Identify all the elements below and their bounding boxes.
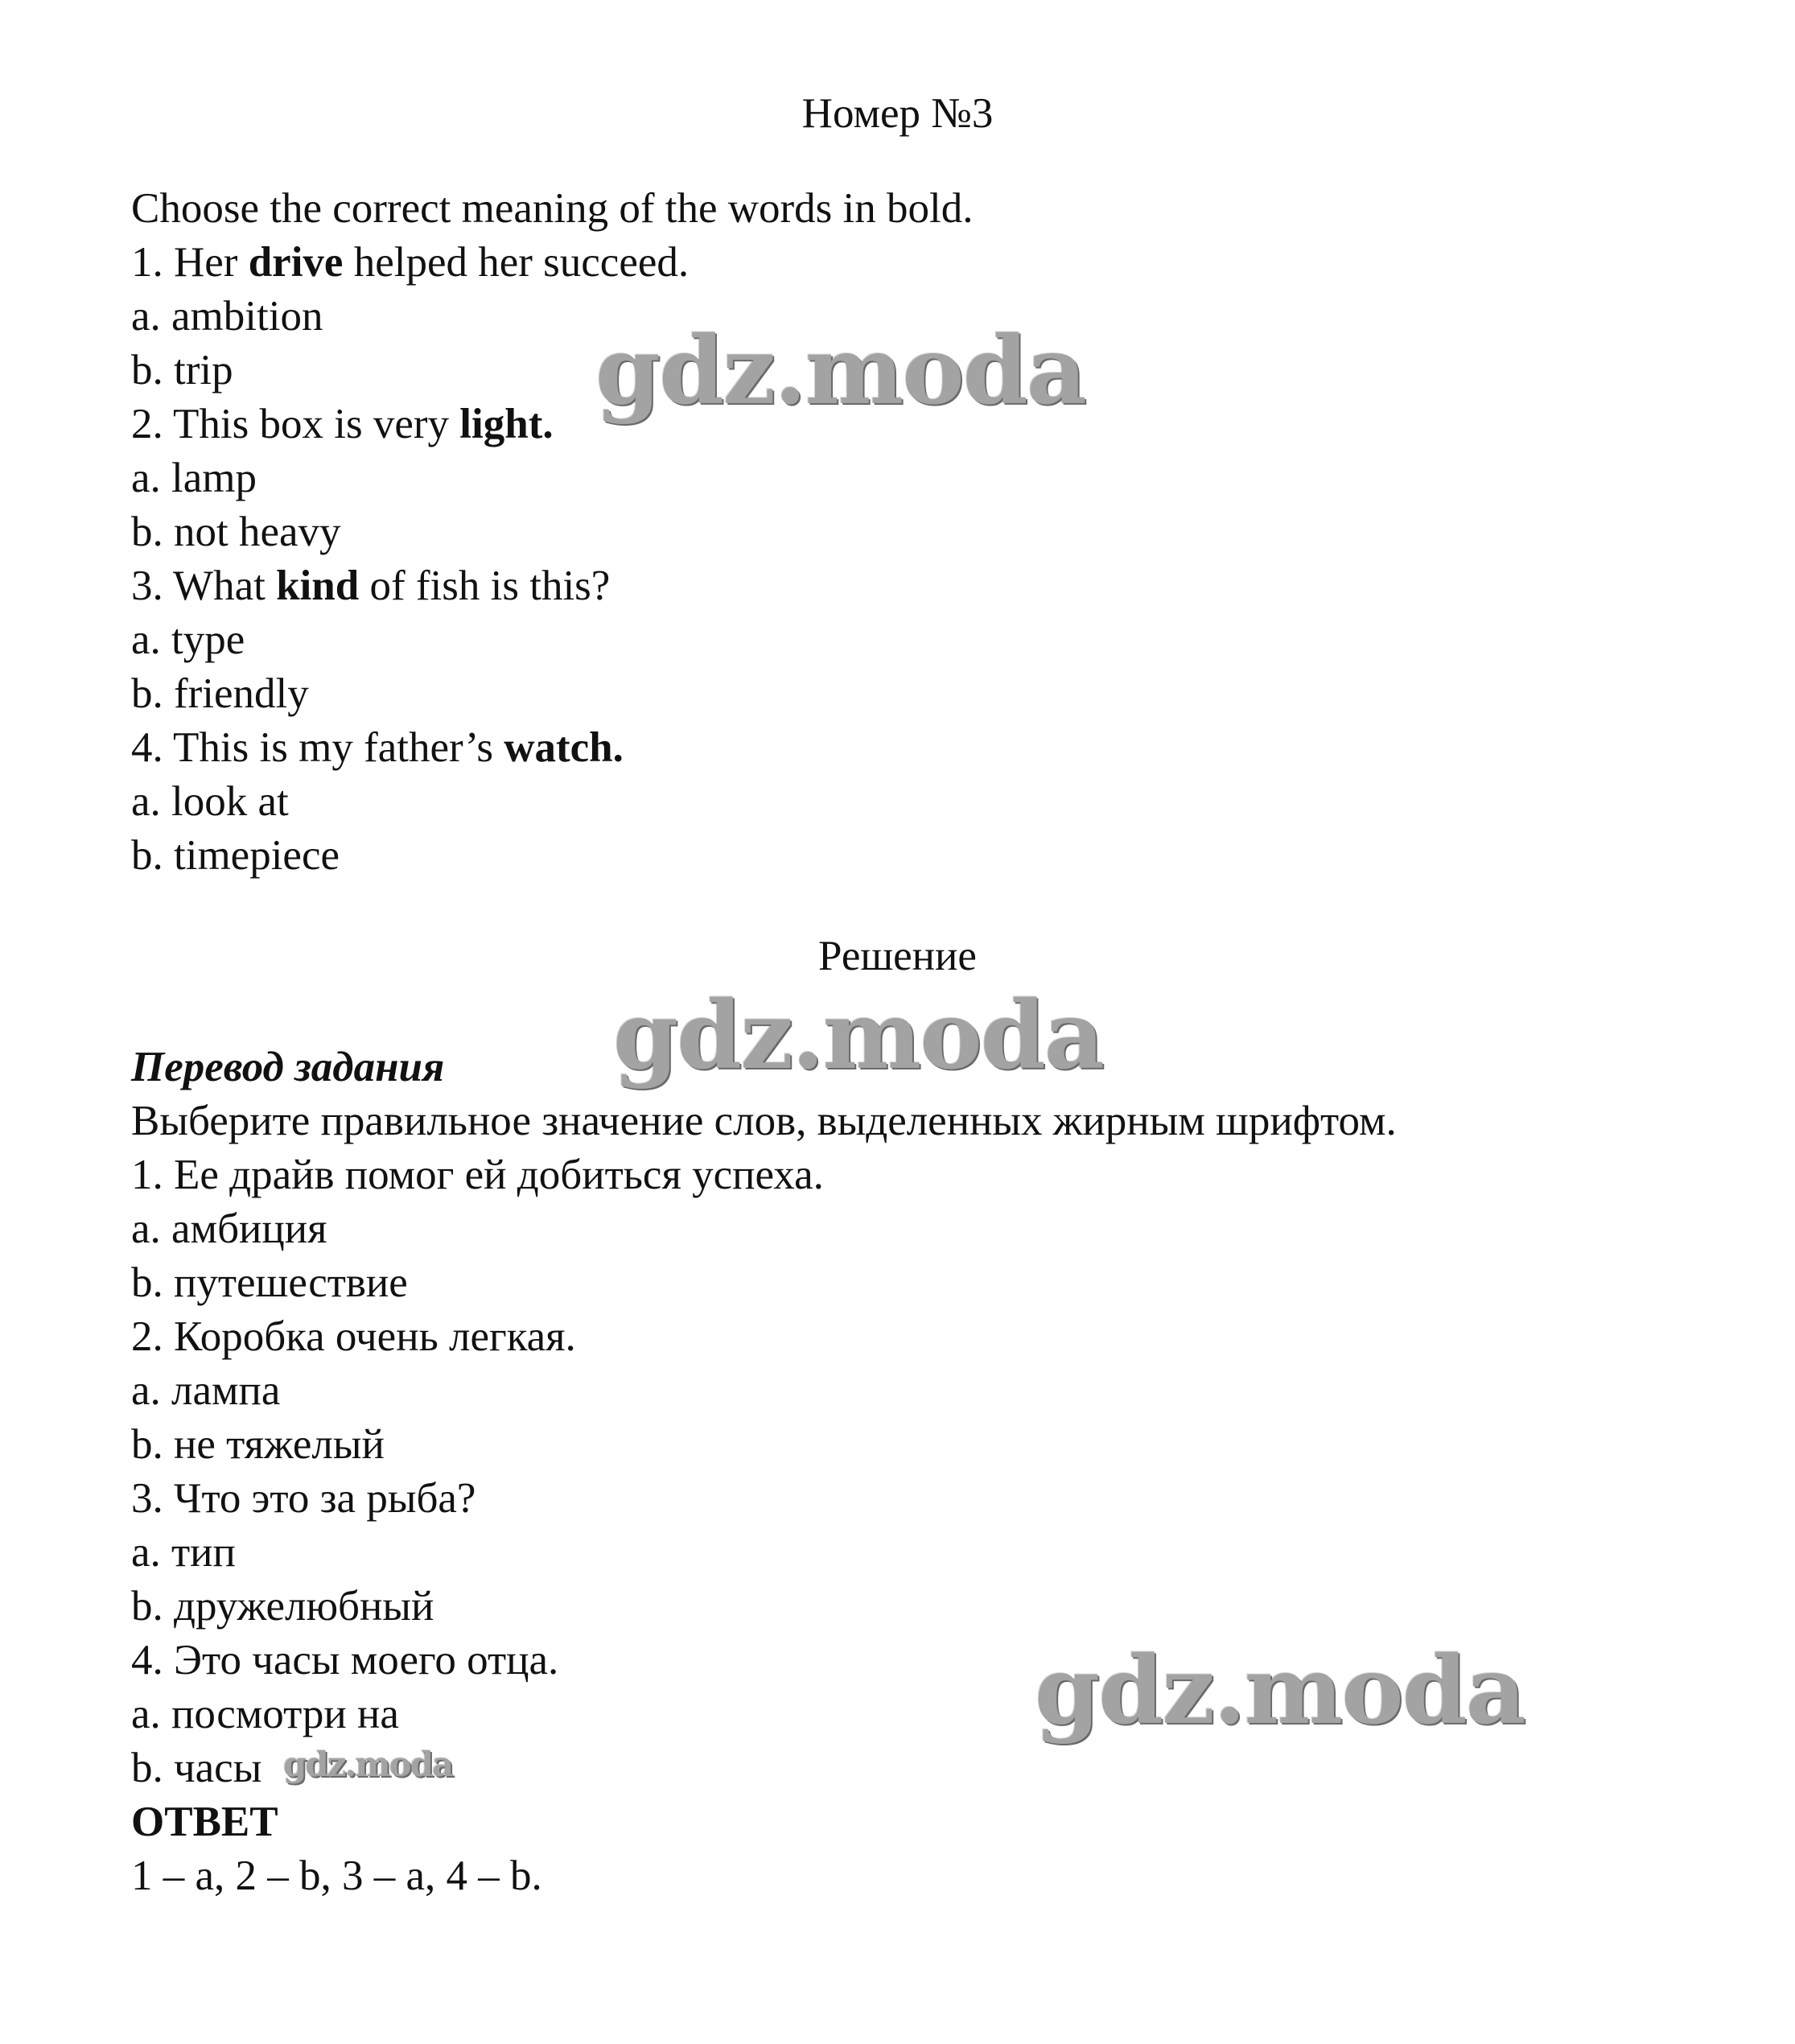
translation-line: 2. Коробка очень легкая. bbox=[131, 1313, 576, 1360]
translation-line: b. часы bbox=[131, 1745, 262, 1791]
translation-line: a. амбиция bbox=[131, 1205, 327, 1252]
question-1-option-b: b. trip bbox=[131, 347, 233, 394]
translation-instruction: Выберите правильное значение слов, выделенных жирным шрифтом. bbox=[131, 1098, 1397, 1144]
question-1-bold-word: drive bbox=[248, 239, 344, 286]
question-3-option-a: a. type bbox=[131, 616, 245, 663]
translation-line: 1. Ее драйв помог ей добиться успеха. bbox=[131, 1152, 824, 1198]
question-4-pre: 4. This is my father’s bbox=[131, 724, 504, 771]
translation-line: 3. Что это за рыба? bbox=[131, 1475, 476, 1522]
translation-line: b. путешествие bbox=[131, 1259, 408, 1306]
question-3-post: of fish is this? bbox=[359, 563, 611, 609]
translation-line: a. тип bbox=[131, 1529, 236, 1576]
watermark-logo: gdz.moda bbox=[1035, 1636, 1525, 1745]
translation-line: a. посмотри на bbox=[131, 1691, 399, 1737]
question-4-bold-word: watch. bbox=[504, 724, 624, 771]
page-title: Номер №3 bbox=[801, 90, 994, 137]
question-1-post: helped her succeed. bbox=[343, 239, 690, 286]
question-2 bbox=[131, 398, 554, 451]
question-4-option-b: b. timepiece bbox=[131, 832, 340, 879]
question-3-pre: 3. What bbox=[131, 563, 277, 609]
translation-heading: Перевод задания bbox=[131, 1044, 445, 1090]
question-1 bbox=[131, 236, 689, 289]
translation-line: 4. Это часы моего отца. bbox=[131, 1637, 559, 1683]
question-1-pre: 1. Her bbox=[131, 239, 249, 286]
question-3-option-b: b. friendly bbox=[131, 670, 309, 717]
watermark-logo: gdz.moda bbox=[595, 316, 1085, 426]
translation-line: b. не тяжелый bbox=[131, 1421, 385, 1468]
translation-line: a. лампа bbox=[131, 1367, 281, 1414]
question-2-pre: 2. This box is very bbox=[131, 401, 460, 447]
question-2-bold-word: light. bbox=[459, 401, 554, 447]
translation-line: b. дружелюбный bbox=[131, 1583, 434, 1630]
question-2-option-a: a. lamp bbox=[131, 455, 257, 501]
question-1-option-a: a. ambition bbox=[131, 293, 323, 340]
watermark-logo: gdz.moda bbox=[283, 1745, 453, 1784]
question-3 bbox=[131, 559, 610, 612]
task-instruction: Choose the correct meaning of the words in bold. bbox=[131, 185, 974, 232]
question-4 bbox=[131, 721, 624, 774]
question-3-bold-word: kind bbox=[276, 563, 360, 609]
answer-text: 1 – a, 2 – b, 3 – a, 4 – b. bbox=[131, 1852, 542, 1899]
question-4-option-a: a. look at bbox=[131, 778, 289, 825]
solution-heading: Решение bbox=[818, 933, 977, 979]
watermark-logo: gdz.moda bbox=[613, 981, 1103, 1090]
answer-heading: ОТВЕТ bbox=[131, 1799, 278, 1845]
question-2-option-b: b. not heavy bbox=[131, 509, 341, 555]
